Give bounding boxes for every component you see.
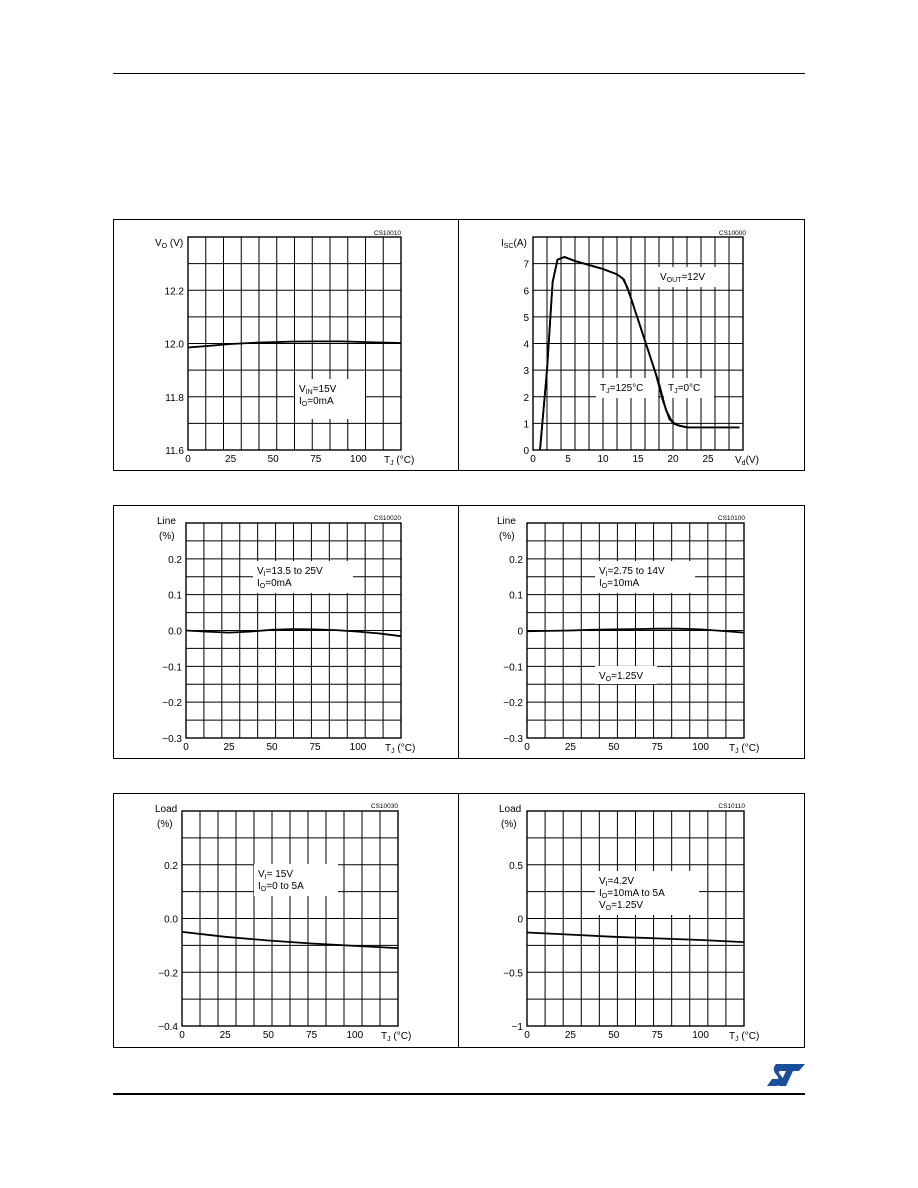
x-tick-label: 50 <box>262 1030 274 1041</box>
annotation-text: $T_J=125^\circ C$ <box>600 383 644 395</box>
annotation-text: $I_O=10mA$ <box>599 578 640 590</box>
x-axis-label: $T_J$ (°C) <box>385 743 416 755</box>
figure-code: CS10100 <box>717 515 745 522</box>
x-tick-label: 0 <box>524 742 530 753</box>
y-tick-label: 0.2 <box>168 554 182 566</box>
y-axis-label: $I_{SC}(A)$ <box>501 238 527 250</box>
y-axis-label: $V_O$ (V) <box>155 238 184 250</box>
x-tick-label: 100 <box>350 454 367 465</box>
y-tick-label: 0.2 <box>509 554 523 566</box>
y-tick-label: 12.0 <box>164 339 184 351</box>
y-tick-label: 0.0 <box>164 914 178 926</box>
annotation-text: $V_O=1.25V$ <box>599 671 644 683</box>
y-tick-label: −0.2 <box>158 968 178 980</box>
y-tick-label: −0.1 <box>162 662 182 674</box>
y-tick-label: −0.2 <box>503 698 523 710</box>
x-tick-label: 25 <box>702 454 714 465</box>
figure-code: CS10010 <box>373 230 401 237</box>
y-tick-label: 0.2 <box>164 860 178 872</box>
y-tick-label: −0.4 <box>158 1022 178 1033</box>
x-axis-label: $T_J$ (°C) <box>384 455 415 467</box>
x-tick-label: 75 <box>651 1030 663 1041</box>
x-tick-label: 0 <box>524 1030 530 1041</box>
annotation-text: $V_I= 15V$ <box>258 869 294 881</box>
y-axis-unit: (%) <box>499 531 515 542</box>
x-tick-label: 25 <box>225 454 237 465</box>
x-tick-label: 25 <box>219 1030 231 1041</box>
y-tick-label: −0.2 <box>162 698 182 710</box>
annotation-text: $V_I=2.75$ to 14V <box>599 566 665 578</box>
annotation-text: $I_O=0$ to 5A <box>258 881 304 893</box>
annotation-text: $V_I=4.2V$ <box>599 876 635 888</box>
x-tick-label: 100 <box>692 1030 709 1041</box>
figure-code: CS10110 <box>718 803 745 810</box>
x-tick-label: 0 <box>530 454 536 465</box>
figure-code: CS10020 <box>373 515 401 522</box>
figure-code: CS10000 <box>718 230 746 237</box>
y-tick-label: 6 <box>523 286 529 298</box>
x-tick-label: 75 <box>306 1030 318 1041</box>
y-axis-label: Load <box>155 804 178 815</box>
footer-rule <box>113 1093 805 1095</box>
x-tick-label: 25 <box>223 742 235 753</box>
chart-isc <box>501 230 759 467</box>
y-tick-label: 3 <box>523 366 529 378</box>
annotation-text: $V_{OUT}=12V$ <box>660 272 706 284</box>
x-tick-label: 100 <box>346 1030 364 1041</box>
x-axis-label: $T_J$ (°C) <box>729 743 760 755</box>
chart-load1 <box>155 803 411 1043</box>
annotation-text: $V_I=13.5$ to 25V <box>257 566 323 578</box>
x-axis-label: $T_J$ (°C) <box>381 1031 412 1043</box>
y-tick-label: 11.6 <box>165 446 184 457</box>
x-tick-label: 75 <box>651 742 663 753</box>
x-axis-label: $T_J$ (°C) <box>729 1031 760 1043</box>
annotation-text: $I_O=0mA$ <box>257 578 292 590</box>
x-tick-label: 0 <box>179 1030 185 1041</box>
y-axis-label: Load <box>499 804 522 815</box>
y-tick-label: 1 <box>523 419 529 431</box>
x-tick-label: 100 <box>349 742 367 753</box>
annotation-text: $I_O=0mA$ <box>299 396 334 408</box>
y-axis-label: Line <box>157 516 176 527</box>
y-tick-label: 4 <box>523 339 529 351</box>
x-tick-label: 0 <box>183 742 189 753</box>
x-tick-label: 25 <box>564 1030 576 1041</box>
y-tick-label: −0.1 <box>503 662 523 674</box>
chart-line2 <box>497 515 759 755</box>
annotation-text: $T_J=0^\circ C$ <box>668 383 701 395</box>
st-logo <box>766 1063 806 1087</box>
y-axis-unit: (%) <box>157 819 173 830</box>
annotation-text: $I_O=10mA$ to 5A <box>599 888 665 900</box>
y-tick-label: 0.5 <box>509 860 523 872</box>
x-tick-label: 50 <box>267 454 279 465</box>
y-tick-label: 5 <box>523 312 529 324</box>
x-tick-label: 0 <box>185 454 191 465</box>
y-tick-label: −1 <box>511 1022 523 1033</box>
chart-load2 <box>499 803 759 1043</box>
x-tick-label: 100 <box>692 742 709 753</box>
x-tick-label: 10 <box>597 454 609 465</box>
y-tick-label: 0 <box>517 626 523 638</box>
y-tick-label: −0.5 <box>503 968 523 980</box>
y-tick-label: −0.3 <box>162 734 182 745</box>
y-tick-label: 2 <box>523 392 529 404</box>
y-tick-label: 0.1 <box>509 590 523 602</box>
y-axis-label: Line <box>497 516 516 527</box>
y-axis-unit: (%) <box>501 819 517 830</box>
y-tick-label: 0.0 <box>168 626 182 638</box>
chart-line1 <box>157 515 415 755</box>
y-tick-label: 0 <box>523 446 529 457</box>
x-axis-label: $V_d(V)$ <box>735 455 759 467</box>
y-tick-label: 12.2 <box>164 286 184 298</box>
x-tick-label: 5 <box>565 454 571 465</box>
x-tick-label: 50 <box>608 1030 620 1041</box>
x-tick-label: 75 <box>310 454 322 465</box>
x-tick-label: 20 <box>667 454 679 465</box>
x-tick-label: 15 <box>632 454 644 465</box>
x-tick-label: 50 <box>608 742 620 753</box>
x-tick-label: 50 <box>266 742 278 753</box>
x-tick-label: 75 <box>309 742 321 753</box>
y-tick-label: −0.3 <box>503 734 523 745</box>
y-tick-label: 0.1 <box>168 590 182 602</box>
x-tick-label: 25 <box>564 742 576 753</box>
chart-vo <box>155 230 414 467</box>
y-tick-label: 7 <box>523 259 529 271</box>
st-logo-icon <box>766 1063 806 1087</box>
y-tick-label: 11.8 <box>165 392 184 404</box>
annotation-text: $V_O=1.25V$ <box>599 900 644 912</box>
annotation-text: $V_{IN}=15V$ <box>299 384 337 396</box>
figure-code: CS10030 <box>370 803 398 810</box>
y-tick-label: 0 <box>517 914 523 926</box>
y-axis-unit: (%) <box>159 531 175 542</box>
